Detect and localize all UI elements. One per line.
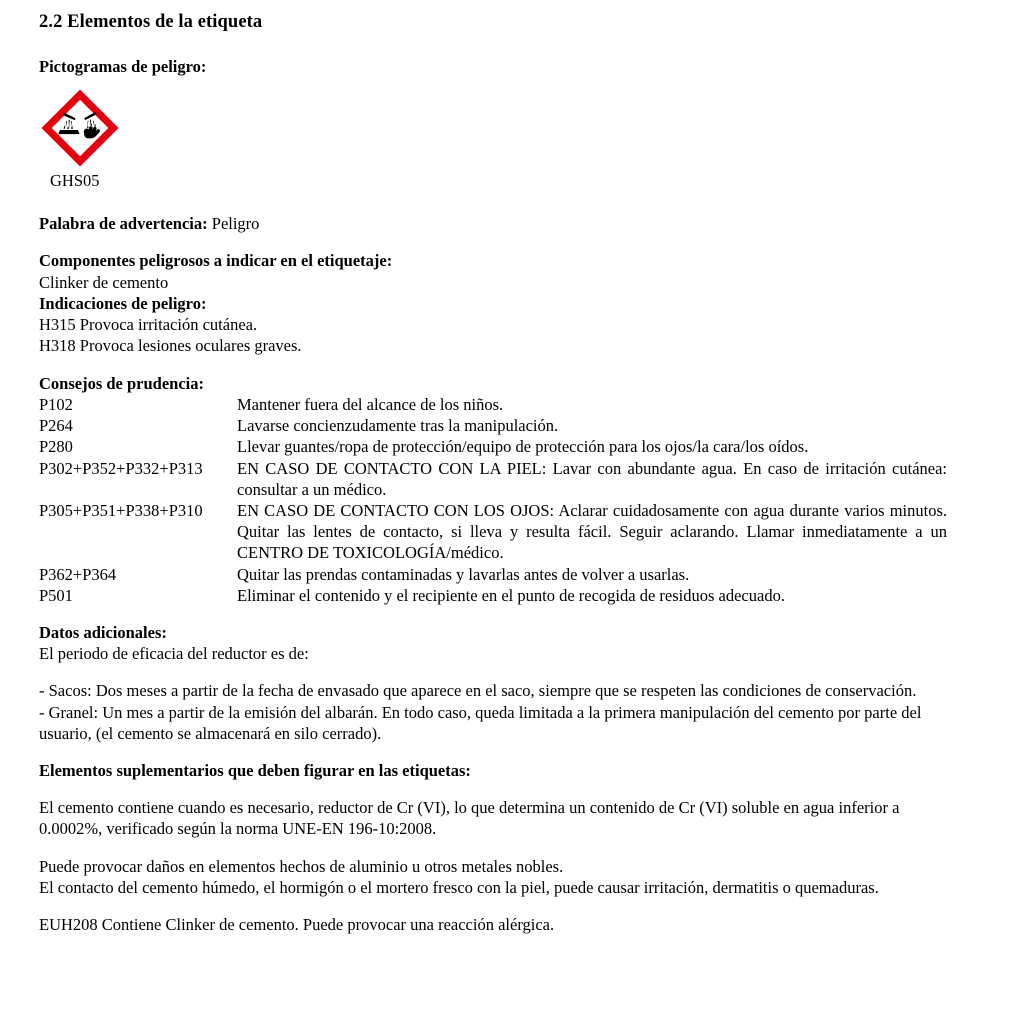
signal-word-label: Palabra de advertencia: — [39, 213, 208, 233]
ghs05-corrosion-icon — [39, 87, 121, 169]
signal-word-value: Peligro — [211, 213, 260, 233]
p-code-cell: P280 — [39, 437, 73, 457]
p-text-cell: Llevar guantes/ropa de protección/equipo de protección para los ojos/la cara/los oídos. — [237, 437, 809, 457]
table-row — [39, 500, 947, 564]
additional-data-bullet: - Sacos: Dos meses a partir de la fecha de envasado que aparece en el saco, siempre que se respeten las condiciones de conservación. — [39, 681, 917, 701]
spacer — [39, 34, 947, 56]
p-text-cell: EN CASO DE CONTACTO CON LA PIEL: Lavar con abundante agua. En caso de irritación cutánea: consultar a un médico. — [237, 458, 947, 499]
pictograms-label: Pictogramas de peligro: — [39, 57, 207, 77]
supplementary-paragraph: El cemento contiene cuando es necesario, reductor de Cr (VI), lo que determina un contenido de Cr (VI) soluble en agua inferior a 0.0002%, verificado según la norma UNE-EN 196-10:2008. — [39, 798, 900, 839]
spacer — [39, 664, 947, 680]
hazard-statement-item: H315 Provoca irritación cutánea. — [39, 315, 258, 335]
spacer — [39, 781, 947, 797]
supplementary-elements-label: Elementos suplementarios que deben figurar en las etiquetas: — [39, 761, 471, 781]
spacer — [39, 744, 947, 760]
p-text-cell: Mantener fuera del alcance de los niños. — [237, 395, 504, 415]
precautionary-statements-body — [39, 394, 947, 606]
p-code-cell: P102 — [39, 395, 73, 415]
table-row — [39, 585, 947, 606]
spacer — [39, 191, 947, 213]
hazard-statement-item: H318 Provoca lesiones oculares graves. — [39, 336, 302, 356]
table-row — [39, 415, 947, 436]
pictogram-code-label: GHS05 — [50, 171, 100, 191]
supplementary-paragraph: El contacto del cemento húmedo, el hormigón o el mortero fresco con la piel, puede causar irritación, dermatitis o quemaduras. — [39, 877, 879, 897]
additional-data-intro: El periodo de eficacia del reductor es de: — [39, 644, 309, 664]
spacer — [39, 357, 947, 373]
p-text-cell: Lavarse concienzudamente tras la manipulación. — [237, 416, 559, 436]
spacer — [39, 606, 947, 622]
hazard-pictogram-block — [39, 87, 947, 191]
p-text-cell: Eliminar el contenido y el recipiente en el punto de recogida de residuos adecuado. — [237, 585, 785, 605]
supplementary-paragraph: Puede provocar daños en elementos hechos de aluminio u otros metales nobles. — [39, 856, 564, 876]
page-title: 2.2 Elementos de la etiqueta — [39, 12, 263, 32]
p-code-cell: P362+P364 — [39, 564, 117, 584]
table-row — [39, 458, 947, 500]
spacer — [39, 840, 947, 856]
p-code-cell: P302+P352+P332+P313 — [39, 458, 203, 478]
p-code-cell: P305+P351+P338+P310 — [39, 500, 203, 520]
additional-data-label: Datos adicionales: — [39, 622, 167, 642]
hazardous-components-value: Clinker de cemento — [39, 272, 169, 292]
additional-data-bullet: - Granel: Un mes a partir de la emisión del albarán. En todo caso, queda limitada a la primera manipulación del cemento por parte del usuario, (el cemento se almacenará en silo cerrado). — [39, 702, 922, 743]
p-text-cell: EN CASO DE CONTACTO CON LOS OJOS: Aclarar cuidadosamente con agua durante varios minutos. Quitar las lentes de contacto, si lleva y resulta fácil. Seguir aclarando. Llamar inmediatamente a un CENTRO DE TOXICOLOGÍA/médico. — [237, 500, 947, 563]
hazardous-components-label: Componentes peligrosos a indicar en el etiquetaje: — [39, 251, 393, 271]
table-row — [39, 564, 947, 585]
document-content — [39, 10, 947, 935]
signal-word-line — [39, 213, 947, 234]
spacer — [39, 898, 947, 914]
table-row — [39, 394, 947, 415]
p-code-cell: P501 — [39, 585, 73, 605]
spacer — [39, 234, 947, 250]
precautionary-statements-label: Consejos de prudencia: — [39, 373, 205, 393]
supplementary-paragraph: EUH208 Contiene Clinker de cemento. Puede provocar una reacción alérgica. — [39, 914, 555, 934]
p-code-cell: P264 — [39, 416, 73, 436]
table-row — [39, 436, 947, 457]
p-text-cell: Quitar las prendas contaminadas y lavarlas antes de volver a usarlas. — [237, 564, 690, 584]
hazard-statements-label: Indicaciones de peligro: — [39, 293, 207, 313]
precautionary-statements-table — [39, 394, 947, 606]
